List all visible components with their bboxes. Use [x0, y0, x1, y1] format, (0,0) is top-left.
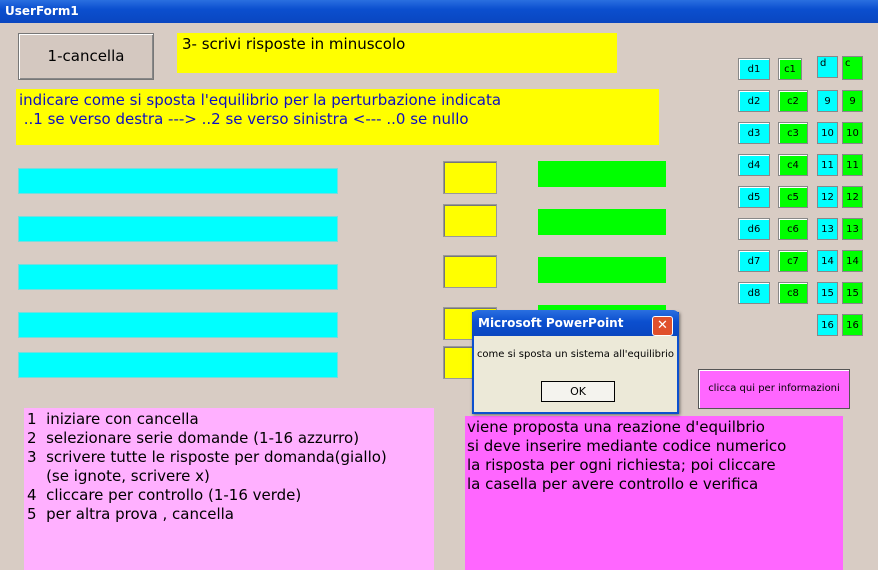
steps-panel [24, 408, 434, 570]
step-line: 5 per altra prova , cancella [27, 505, 234, 523]
c2-button[interactable]: c2 [778, 90, 808, 112]
answer-input[interactable] [443, 255, 497, 288]
step-line: (se ignote, scrivere x) [27, 467, 210, 485]
description-line: viene proposta una reazione d'equilbrio [467, 418, 765, 436]
question-field[interactable] [18, 216, 338, 242]
instruction-line-2: ..1 se verso destra ---> ..2 se verso sinistra <--- ..0 se nullo [19, 110, 469, 128]
lowercase-note: 3- scrivi risposte in minuscolo [177, 33, 617, 73]
check-select-15[interactable]: 15 [842, 282, 863, 304]
check-select-13[interactable]: 13 [842, 218, 863, 240]
check-field[interactable] [538, 257, 666, 283]
description-panel [465, 416, 843, 570]
c5-button[interactable]: c5 [778, 186, 808, 208]
check-field[interactable] [538, 209, 666, 235]
description-line: si deve inserire mediante codice numerico [467, 437, 787, 455]
check-select-14[interactable]: 14 [842, 250, 863, 272]
question-field[interactable] [18, 264, 338, 290]
c6-button[interactable]: c6 [778, 218, 808, 240]
d6-button[interactable]: d6 [738, 218, 770, 240]
question-select-16[interactable]: 16 [817, 314, 838, 336]
answer-input[interactable] [443, 204, 497, 237]
question-select-9[interactable]: 9 [817, 90, 838, 112]
d8-button[interactable]: d8 [738, 282, 770, 304]
dialog-message: come si sposta un sistema all'equilibrio [476, 349, 675, 360]
instruction-line-1: indicare come si sposta l'equilibrio per la perturbazione indicata [19, 91, 502, 109]
message-dialog [472, 312, 679, 414]
window-title-bar [0, 0, 878, 23]
description-line: la casella per avere controllo e verifica [467, 475, 759, 493]
c7-button[interactable]: c7 [778, 250, 808, 272]
question-field[interactable] [18, 352, 338, 378]
d3-button[interactable]: d3 [738, 122, 770, 144]
close-icon[interactable]: ✕ [652, 316, 673, 336]
question-select-11[interactable]: 11 [817, 154, 838, 176]
check-select-16[interactable]: 16 [842, 314, 863, 336]
ok-button[interactable]: OK [541, 381, 615, 402]
d4-button[interactable]: d4 [738, 154, 770, 176]
check-select-11[interactable]: 11 [842, 154, 863, 176]
window-title: UserForm1 [5, 4, 79, 18]
check-field[interactable] [538, 161, 666, 187]
question-field[interactable] [18, 312, 338, 338]
userform [0, 23, 878, 570]
d5-button[interactable]: d5 [738, 186, 770, 208]
c3-button[interactable]: c3 [778, 122, 808, 144]
step-line: 2 selezionare serie domande (1-16 azzurro) [27, 429, 360, 447]
c8-button[interactable]: c8 [778, 282, 808, 304]
question-field[interactable] [18, 168, 338, 194]
question-select-15[interactable]: 15 [817, 282, 838, 304]
answer-input[interactable] [443, 161, 497, 194]
instruction-box [16, 89, 659, 145]
check-select-12[interactable]: 12 [842, 186, 863, 208]
step-line: 3 scrivere tutte le risposte per domanda(giallo) [27, 448, 387, 466]
d1-button[interactable]: d1 [738, 58, 770, 80]
dialog-title [472, 310, 679, 336]
info-button[interactable]: clicca qui per informazioni [698, 369, 850, 409]
c4-button[interactable]: c4 [778, 154, 808, 176]
header-c: c [842, 56, 863, 80]
dialog-title-text: Microsoft PowerPoint [478, 316, 624, 330]
step-line: 1 iniziare con cancella [27, 410, 199, 428]
check-select-9[interactable]: 9 [842, 90, 863, 112]
question-select-14[interactable]: 14 [817, 250, 838, 272]
header-d: d [817, 56, 838, 78]
cancel-button[interactable]: 1-cancella [18, 33, 154, 80]
question-select-12[interactable]: 12 [817, 186, 838, 208]
check-select-10[interactable]: 10 [842, 122, 863, 144]
question-select-13[interactable]: 13 [817, 218, 838, 240]
d7-button[interactable]: d7 [738, 250, 770, 272]
step-line: 4 cliccare per controllo (1-16 verde) [27, 486, 302, 504]
question-select-10[interactable]: 10 [817, 122, 838, 144]
d2-button[interactable]: d2 [738, 90, 770, 112]
c1-button[interactable]: c1 [778, 58, 802, 80]
description-line: la risposta per ogni richiesta; poi cliccare [467, 456, 776, 474]
